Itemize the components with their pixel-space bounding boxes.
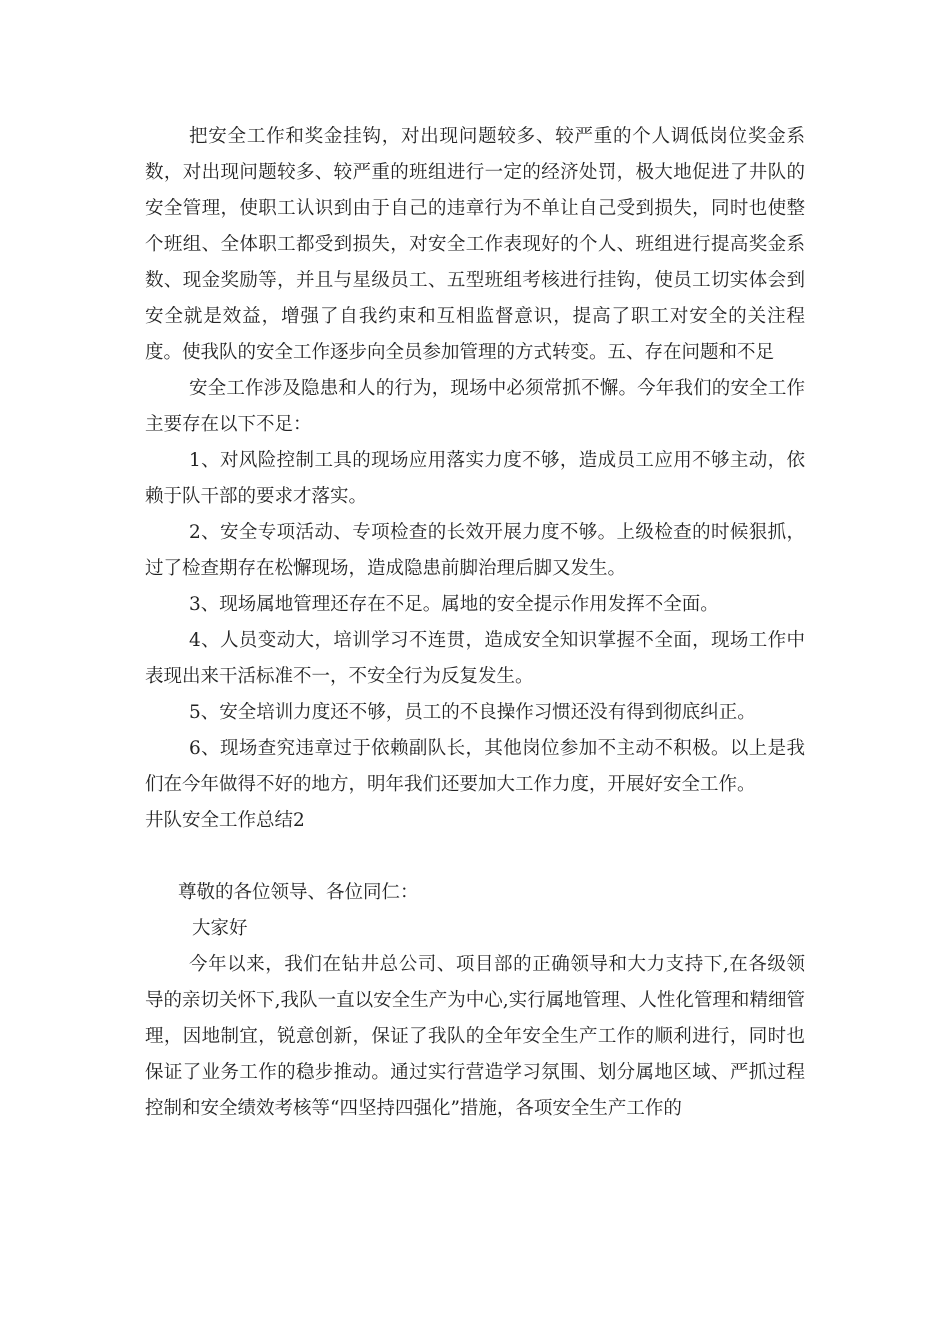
list-item-1: 1、对风险控制工具的现场应用落实力度不够，造成员工应用不够主动，依赖于队干部的要求才落实。 [145,450,805,507]
blank-line [145,839,805,875]
greeting: 大家好 [192,918,248,939]
list-item-2: 2、安全专项活动、专项检查的长效开展力度不够。上级检查的时候狠抓，过了检查期存在松懈现场，造成隐患前脚治理后脚又发生。 [145,522,805,579]
list-item-5: 5、安全培训力度还不够，员工的不良操作习惯还没有得到彻底纠正。 [189,702,756,723]
document-body [145,119,805,1127]
paragraph-shortcomings-intro: 安全工作涉及隐患和人的行为，现场中必须常抓不懈。今年我们的安全工作主要存在以下不足： [145,378,805,435]
list-item-3: 3、现场属地管理还存在不足。属地的安全提示作用发挥不全面。 [189,594,719,615]
list-item-6: 6、现场查究违章过于依赖副队长，其他岗位参加不主动不积极。以上是我们在今年做得不好的地方，明年我们还要加大工作力度，开展好安全工作。 [145,738,805,795]
section-title: 井队安全工作总结2 [145,810,305,831]
list-item-4: 4、人员变动大，培训学习不连贯，造成安全知识掌握不全面，现场工作中表现出来干活标准不一，不安全行为反复发生。 [145,630,805,687]
paragraph-bonus-linkage: 把安全工作和奖金挂钩，对出现问题较多、较严重的个人调低岗位奖金系数，对出现问题较多、较严重的班组进行一定的经济处罚，极大地促进了井队的安全管理，使职工认识到由于自己的违章行为不单让自己受到损失，同时也使整个班组、全体职工都受到损失，对安全工作表现好的个人、班组进行提高奖金系数、现金奖励等，并且与星级员工、五型班组考核进行挂钩，使员工切实体会到安全就是效益，增强了自我约束和互相监督意识，提高了职工对安全的关注程度。使我队的安全工作逐步向全员参加管理的方式转变。五、存在问题和不足 [145,126,805,363]
salutation: 尊敬的各位领导、各位同仁： [178,882,419,903]
paragraph-this-year: 今年以来，我们在钻井总公司、项目部的正确领导和大力支持下,在各级领导的亲切关怀下,我队一直以安全生产为中心,实行属地管理、人性化管理和精细管理，因地制宜，锐意创新，保证了我队的全年安全生产工作的顺利进行，同时也保证了业务工作的稳步推动。通过实行营造学习氛围、划分属地区域、严抓过程控制和安全绩效考核等“四坚持四强化”措施，各项安全生产工作的 [145,954,805,1119]
